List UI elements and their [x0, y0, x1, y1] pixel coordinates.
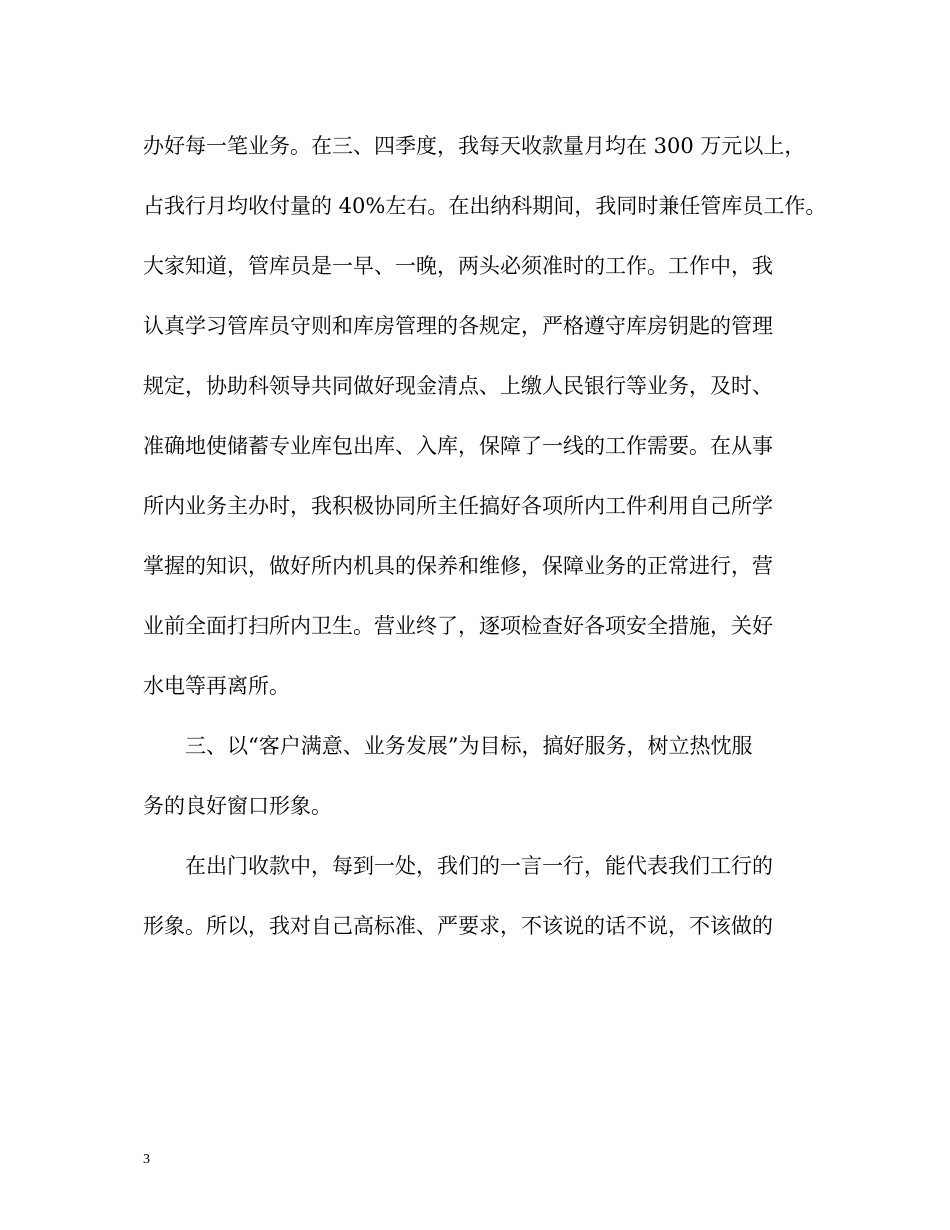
page-number: 3 [143, 1152, 150, 1167]
text-line: 业前全面打扫所内卫生。营业终了，逐项检查好各项安全措施，关好 [143, 614, 773, 638]
text-line: 大家知道，管库员是一早、一晚，两头必须准时的工作。工作中，我 [143, 254, 773, 278]
text-line: 所内业务主办时，我积极协同所主任搞好各项所内工件利用自己所学 [143, 494, 773, 518]
text-line: 水电等再离所。 [143, 674, 290, 698]
text-line: 规定，协助科领导共同做好现金清点、上缴人民银行等业务，及时、 [143, 374, 773, 398]
section-heading-line: 三、以“客户满意、业务发展”为目标，搞好服务，树立热忱服 [185, 734, 753, 758]
text-line: 占我行月均收付量的 40%左右。在出纳科期间，我同时兼任管库员工作。 [143, 194, 827, 218]
text-line: 准确地使储蓄专业库包出库、入库，保障了一线的工作需要。在从事 [143, 434, 773, 458]
body-text [143, 122, 827, 962]
paragraph-start-line: 在出门收款中，每到一处，我们的一言一行，能代表我们工行的 [185, 854, 773, 878]
text-line: 掌握的知识，做好所内机具的保养和维修，保障业务的正常进行，营 [143, 554, 773, 578]
text-line: 办好每一笔业务。在三、四季度，我每天收款量月均在 300 万元以上， [143, 134, 806, 158]
text-line: 务的良好窗口形象。 [143, 794, 332, 818]
text-line: 形象。所以，我对自己高标准、严要求，不该说的话不说，不该做的 [143, 914, 773, 938]
text-line: 认真学习管库员守则和库房管理的各规定，严格遵守库房钥匙的管理 [143, 314, 773, 338]
